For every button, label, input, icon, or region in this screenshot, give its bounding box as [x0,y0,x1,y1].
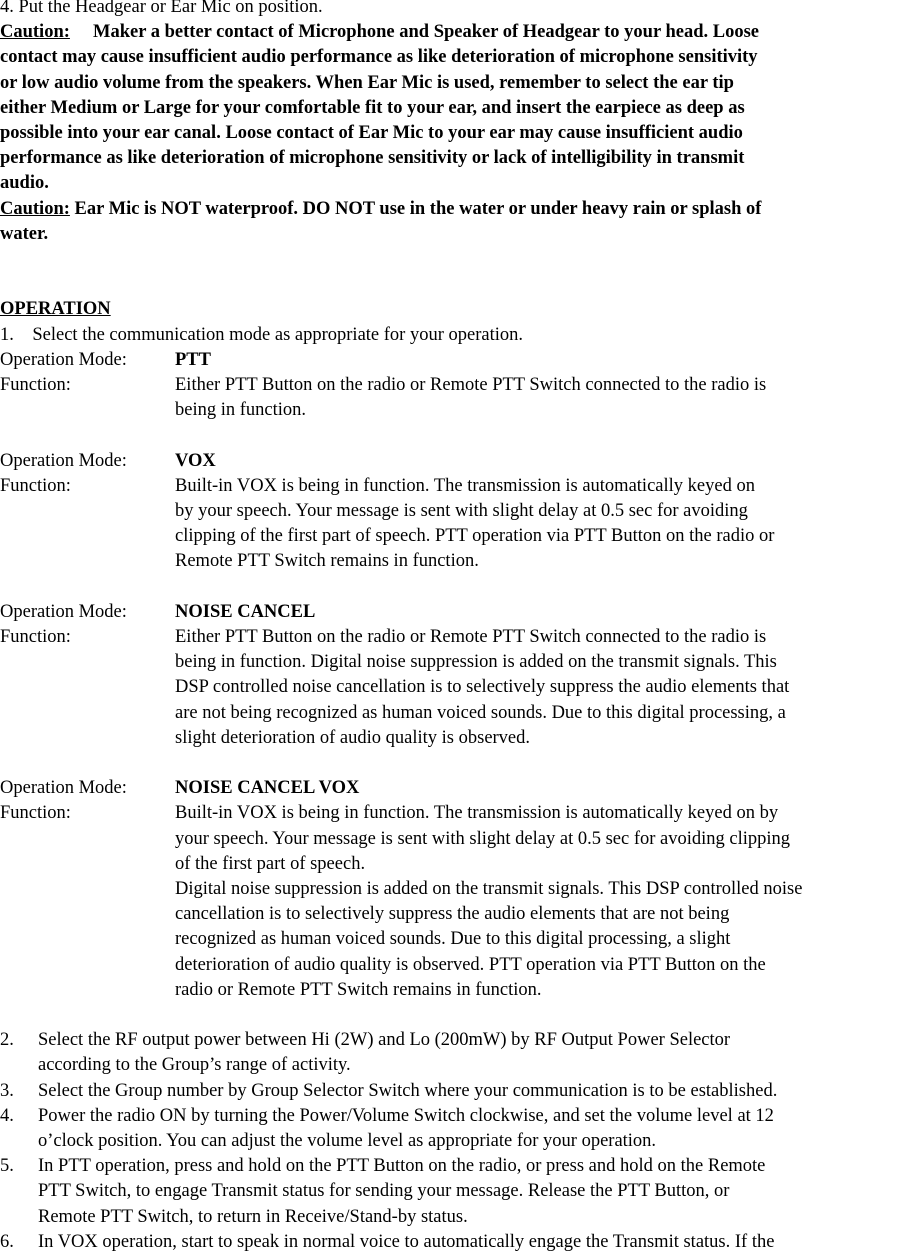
caution-text-line: audio. [0,173,49,194]
step-line: o’clock position. You can adjust the volume level as appropriate for your operation. [38,1131,657,1152]
mode-name: VOX [175,450,216,471]
caution-block-1 [0,20,918,196]
mode-label: Operation Mode: [0,450,127,471]
function-line: radio or Remote PTT Switch remains in function. [175,979,542,1000]
step-text [38,1230,918,1255]
step-line: PTT Switch, to engage Transmit status for sending your message. Release the PTT Button, or [38,1181,730,1202]
function-row [0,474,918,575]
operation-step-1: 1. Select the communication mode as appropriate for your operation. [0,324,523,345]
caution-label: Caution: [0,198,70,219]
function-line: recognized as human voiced sounds. Due to this digital processing, a slight [175,929,731,950]
function-line: your speech. Your message is sent with slight delay at 0.5 sec for avoiding clipping [175,828,791,849]
function-line: are not being recognized as human voiced sounds. Due to this digital processing, a [175,702,786,723]
step-line: Select the RF output power between Hi (2W) and Lo (200mW) by RF Output Power Selector [38,1030,731,1051]
step-text [38,1079,918,1104]
function-line: of the first part of speech. [175,853,366,874]
step-text [38,1154,918,1230]
caution-text-line: possible into your ear canal. Loose contact of Ear Mic to your ear may cause insufficient audio [0,123,743,144]
function-line: slight deterioration of audio quality is observed. [175,727,531,748]
step-text [38,1028,918,1078]
operation-step-6 [0,1230,918,1255]
operation-step-2 [0,1028,918,1078]
mode-block-vox [0,449,918,575]
mode-row [0,449,918,474]
function-line: Digital noise suppression is added on the transmit signals. This DSP controlled noise [175,879,803,900]
function-line: by your speech. Your message is sent with slight delay at 0.5 sec for avoiding [175,501,748,522]
function-label: Function: [0,375,71,396]
caution-text-line: either Medium or Large for your comfortable fit to your ear, and insert the earpiece as deep as [0,97,745,118]
function-row [0,373,918,423]
function-row [0,625,918,751]
function-line: being in function. [175,400,307,421]
step-number: 5. [0,1156,14,1177]
operation-heading: OPERATION [0,299,111,320]
caution-text-line: or low audio volume from the speakers. When Ear Mic is used, remember to select the ear tip [0,72,734,93]
mode-row [0,776,918,801]
mode-label: Operation Mode: [0,601,127,622]
caution-line-1 [0,20,918,45]
function-label: Function: [0,475,71,496]
step-number: 6. [0,1231,14,1252]
caution-line-1 [0,197,918,222]
function-text [175,373,918,423]
caution-label: Caution: [0,22,70,43]
mode-label: Operation Mode: [0,349,127,370]
function-line: DSP controlled noise cancellation is to selectively suppress the audio elements that [175,677,790,698]
step-line: Power the radio ON by turning the Power/Volume Switch clockwise, and set the volume level at 12 [38,1105,774,1126]
step4-intro: 4. Put the Headgear or Ear Mic on position. [0,0,323,17]
caution-block-2 [0,197,918,247]
mode-row [0,600,918,625]
function-text [175,474,918,575]
mode-block-noise-cancel [0,600,918,751]
step-number: 4. [0,1105,14,1126]
function-line: being in function. Digital noise suppression is added on the transmit signals. This [175,652,777,673]
function-line: Built-in VOX is being in function. The transmission is automatically keyed on by [175,803,779,824]
function-line: Remote PTT Switch remains in function. [175,551,479,572]
mode-row [0,348,918,373]
caution-text: Ear Mic is NOT waterproof. DO NOT use in the water or under heavy rain or splash of [74,198,762,219]
function-text [175,801,918,1003]
function-text [175,625,918,751]
function-line: deterioration of audio quality is observed. PTT operation via PTT Button on the [175,954,766,975]
function-line: Either PTT Button on the radio or Remote PTT Switch connected to the radio is [175,375,767,396]
operation-step-5 [0,1154,918,1230]
mode-name: NOISE CANCEL [175,601,316,622]
function-row [0,801,918,1003]
caution-text-line: performance as like deterioration of microphone sensitivity or lack of intelligibility in transmit [0,148,745,169]
mode-block-noise-cancel-vox [0,776,918,1003]
operation-step-4 [0,1104,918,1154]
step-number: 3. [0,1080,14,1101]
caution-text-line: contact may cause insufficient audio performance as like deterioration of microphone sensitivity [0,47,758,68]
step-line: In PTT operation, press and hold on the PTT Button on the radio, or press and hold on the Remote [38,1156,766,1177]
operation-step-3 [0,1079,918,1104]
step-line: according to the Group’s range of activity. [38,1055,351,1076]
step-line: In VOX operation, start to speak in normal voice to automatically engage the Transmit status. If the [38,1231,775,1252]
function-label: Function: [0,627,71,648]
step-number: 2. [0,1030,14,1051]
mode-block-ptt [0,348,918,424]
step-line: Select the Group number by Group Selector Switch where your communication is to be established. [38,1080,778,1101]
caution-text: Maker a better contact of Microphone and Speaker of Headgear to your head. Loose [93,22,759,43]
step-line: Remote PTT Switch, to return in Receive/Stand-by status. [38,1206,468,1227]
mode-label: Operation Mode: [0,778,127,799]
function-label: Function: [0,803,71,824]
mode-name: PTT [175,349,211,370]
function-line: Built-in VOX is being in function. The transmission is automatically keyed on [175,475,755,496]
function-line: cancellation is to selectively suppress the audio elements that are not being [175,904,730,925]
mode-name: NOISE CANCEL VOX [175,778,360,799]
step-text [38,1104,918,1154]
function-line: clipping of the first part of speech. PTT operation via PTT Button on the radio or [175,526,775,547]
caution-text-line: water. [0,223,49,244]
function-line: Either PTT Button on the radio or Remote PTT Switch connected to the radio is [175,627,767,648]
